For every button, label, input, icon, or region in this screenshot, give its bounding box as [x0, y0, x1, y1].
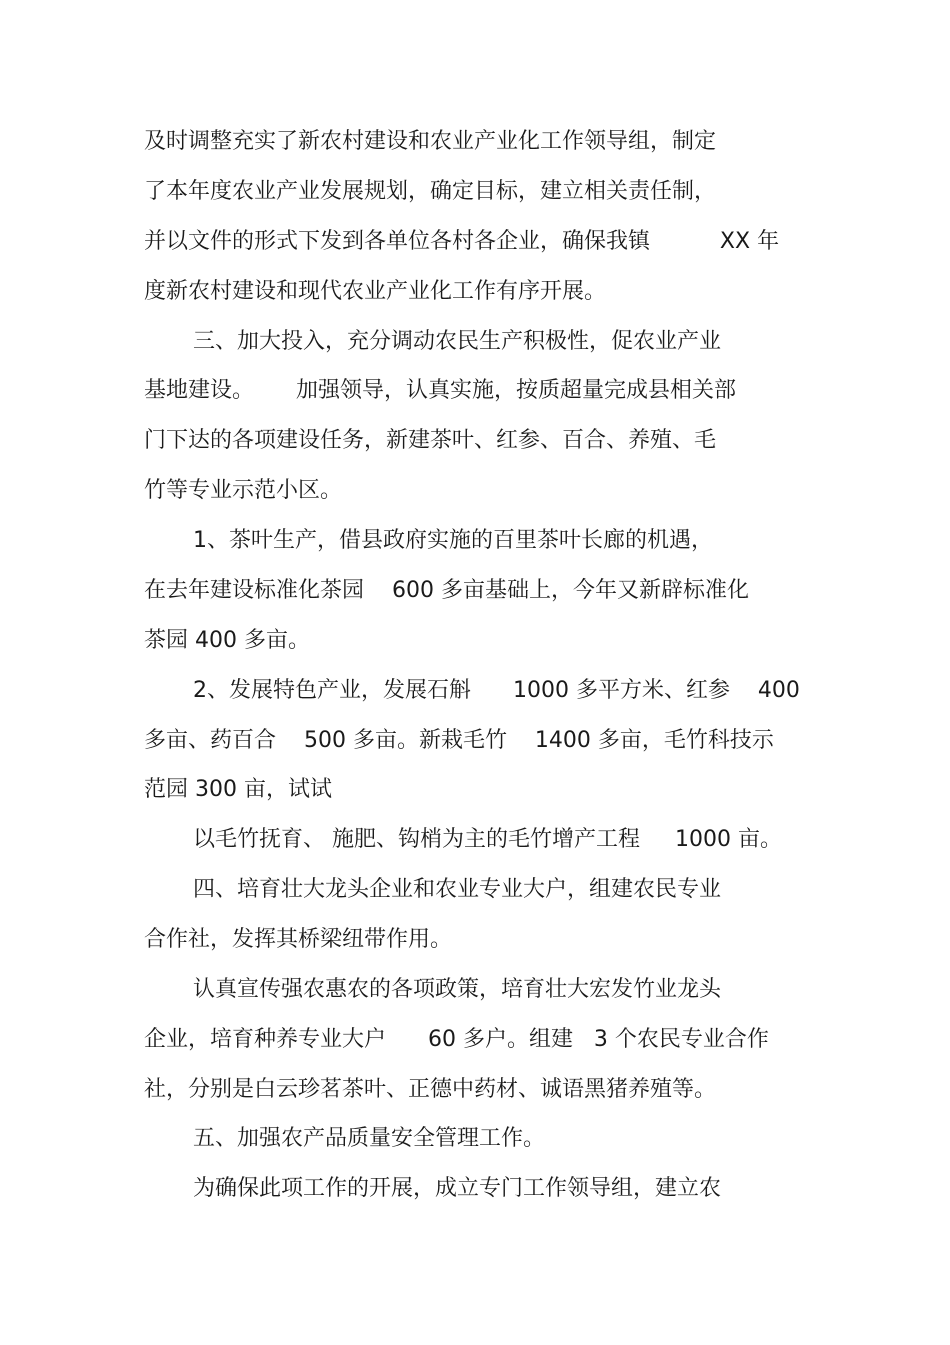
text-line: 范园 300 亩，试试	[144, 777, 332, 802]
text-line: 在去年建设标准化茶园 600 多亩基础上，今年又新辟标准化	[144, 578, 749, 603]
text-line: 企业，培育种养专业大户 60 多户。组建 3 个农民专业合作	[144, 1027, 769, 1052]
text-line: 合作社，发挥其桥梁纽带作用。	[144, 927, 453, 952]
paragraph-heading: 三、加大投入，充分调动农民生产积极性，促农业产业	[193, 329, 722, 354]
text-line: 基地建设。 加强领导，认真实施，按质超量完成县相关部	[144, 378, 736, 403]
paragraph-start: 以毛竹抚育、 施肥、钩梢为主的毛竹增产工程 1000 亩。	[193, 827, 782, 852]
text-line: 了本年度农业产业发展规划，确定目标，建立相关责任制，	[144, 179, 717, 204]
paragraph-start: 认真宣传强农惠农的各项政策，培育壮大宏发竹业龙头	[193, 977, 722, 1002]
text-line: 多亩、药百合 500 多亩。新栽毛竹 1400 多亩，毛竹科技示	[144, 728, 774, 753]
text-line: 门下达的各项建设任务，新建茶叶、红参、百合、养殖、毛	[144, 428, 717, 453]
text-line: 并以文件的形式下发到各单位各村各企业，确保我镇 XX 年	[144, 229, 780, 254]
text-line: 及时调整充实了新农村建设和农业产业化工作领导组，制定	[144, 129, 717, 154]
paragraph-start: 1、茶叶生产，借县政府实施的百里茶叶长廊的机遇，	[193, 528, 713, 553]
text-line: 竹等专业示范小区。	[144, 478, 343, 503]
paragraph-heading: 四、培育壮大龙头企业和农业专业大户，组建农民专业	[193, 877, 722, 902]
paragraph-heading: 五、加强农产品质量安全管理工作。	[193, 1126, 546, 1151]
paragraph-start: 为确保此项工作的开展，成立专门工作领导组，建立农	[193, 1176, 722, 1201]
text-line: 社，分别是白云珍茗茶叶、正德中药材、诚语黑猪养殖等。	[144, 1077, 717, 1102]
text-line: 茶园 400 多亩。	[144, 628, 310, 653]
paragraph-start: 2、发展特色产业，发展石斛 1000 多平方米、红参 400	[193, 678, 800, 703]
text-line: 度新农村建设和现代农业产业化工作有序开展。	[144, 279, 607, 304]
